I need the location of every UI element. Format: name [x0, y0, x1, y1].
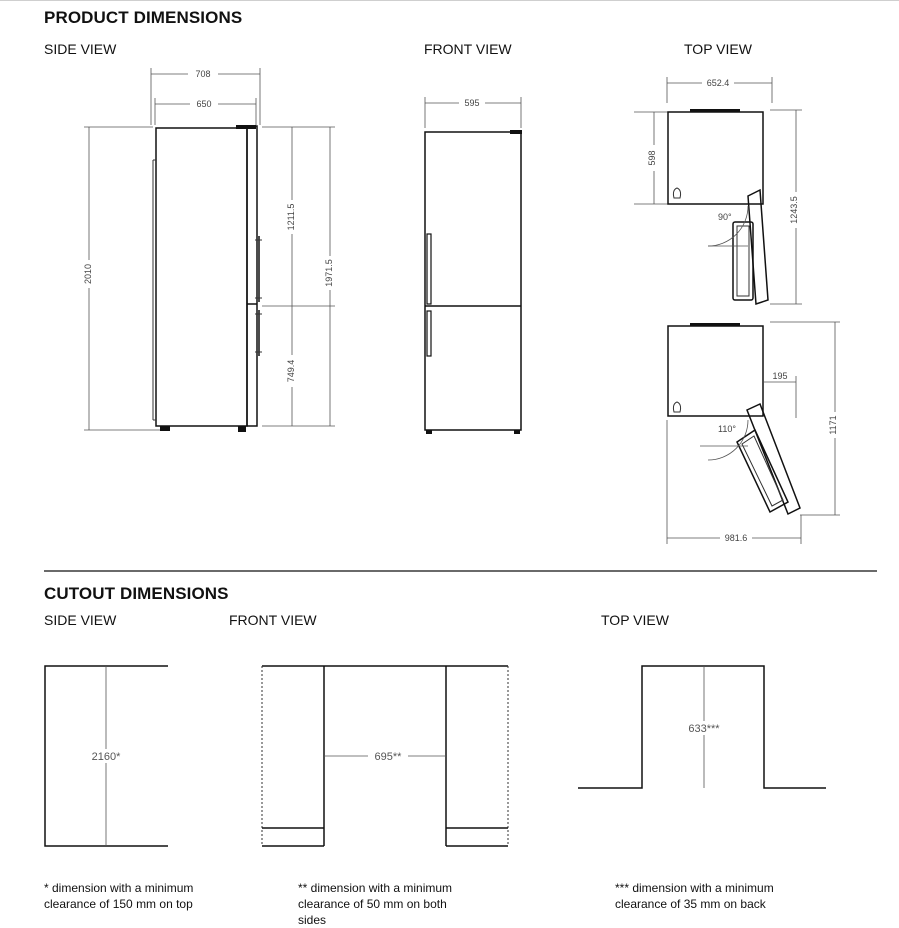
dim-598: 598 [647, 150, 657, 166]
dim-2010: 2010 [83, 263, 93, 285]
dim-708: 708 [195, 69, 211, 79]
dim-1211-5: 1211.5 [286, 203, 296, 231]
product-front-view-label: FRONT VIEW [424, 41, 512, 57]
note-side-clearance: * dimension with a minimum clearance of 150 mm on top [44, 881, 194, 911]
product-front-view [425, 97, 522, 434]
dim-650: 650 [196, 99, 212, 109]
dim-595: 595 [464, 98, 480, 108]
cutout-front-view-label: FRONT VIEW [229, 612, 317, 628]
note-top-clearance: *** dimension with a minimum clearance of 35 mm on back [615, 881, 774, 911]
cutout-side-view-label: SIDE VIEW [44, 612, 117, 628]
angle-110: 110° [718, 424, 736, 434]
dim-981-6: 981.6 [724, 533, 748, 543]
dim-2160: 2160* [91, 751, 121, 763]
dim-652-4: 652.4 [706, 78, 730, 88]
dim-749-4: 749.4 [286, 359, 296, 383]
note-front-clearance: ** dimension with a minimum clearance of 50 mm on both sides [298, 881, 453, 927]
cutout-top-view [578, 666, 826, 788]
cutout-front-view [262, 666, 508, 846]
product-top-view-110 [667, 322, 842, 544]
product-side-view [83, 68, 336, 432]
product-dimensions-title: PRODUCT DIMENSIONS [44, 8, 243, 27]
dim-1243-5: 1243.5 [789, 196, 799, 224]
dim-695: 695** [374, 751, 402, 763]
dim-195: 195 [772, 371, 788, 381]
angle-90: 90° [718, 212, 732, 222]
cutout-side-view [45, 666, 168, 846]
cutout-top-view-label: TOP VIEW [601, 612, 669, 628]
dim-1971-5: 1971.5 [324, 259, 334, 287]
dim-1171: 1171 [828, 415, 838, 435]
product-top-view-label: TOP VIEW [684, 41, 752, 57]
dim-633: 633*** [688, 723, 720, 735]
product-top-view-90 [634, 77, 803, 304]
product-side-view-label: SIDE VIEW [44, 41, 117, 57]
cutout-dimensions-title: CUTOUT DIMENSIONS [44, 584, 229, 603]
